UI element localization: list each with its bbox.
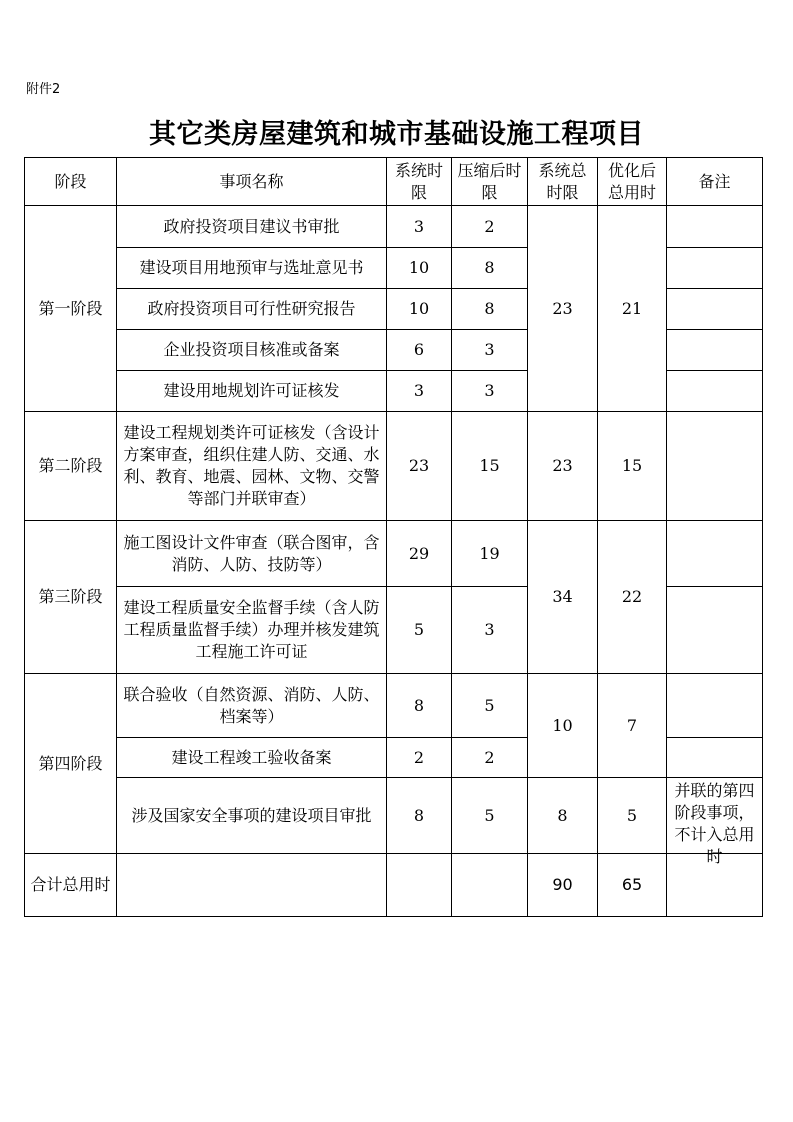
system-limit: 8 (387, 778, 452, 854)
system-limit: 5 (387, 587, 452, 674)
security-optimized-total: 5 (598, 778, 667, 854)
stage-4-optimized-total: 7 (598, 674, 667, 778)
attachment-label: 附件2 (26, 82, 61, 97)
table-row (25, 206, 763, 248)
compressed-limit: 8 (452, 248, 528, 289)
compressed-limit: 19 (452, 521, 528, 587)
stage-3-label: 第三阶段 (25, 521, 117, 674)
system-limit: 6 (387, 330, 452, 371)
item-name: 企业投资项目核准或备案 (117, 330, 387, 371)
table-row (25, 674, 763, 738)
system-limit: 3 (387, 206, 452, 248)
table-row (25, 412, 763, 521)
item-name: 联合验收（自然资源、消防、人防、档案等） (117, 674, 387, 738)
system-limit: 10 (387, 289, 452, 330)
stage-4-label: 第四阶段 (25, 674, 117, 854)
total-system-limit-cell (387, 854, 452, 917)
table-row (25, 778, 763, 854)
stage-4-system-total: 10 (528, 674, 598, 778)
system-limit: 29 (387, 521, 452, 587)
schedule-table (24, 157, 763, 917)
item-name: 建设项目用地预审与选址意见书 (117, 248, 387, 289)
system-limit: 2 (387, 738, 452, 778)
remark-cell (667, 330, 763, 371)
header-system-limit: 系统时限 (387, 158, 452, 206)
system-limit: 10 (387, 248, 452, 289)
grand-total-optimized: 65 (598, 854, 667, 917)
stage-3-system-total: 34 (528, 521, 598, 674)
compressed-limit: 3 (452, 330, 528, 371)
header-row (25, 158, 763, 206)
page-title: 其它类房屋建筑和城市基础设施工程项目 (149, 119, 644, 150)
total-item-cell (117, 854, 387, 917)
item-name: 施工图设计文件审查（联合图审，含消防、人防、技防等） (117, 521, 387, 587)
stage-2-label: 第二阶段 (25, 412, 117, 521)
header-optimized-total: 优化后总用时 (598, 158, 667, 206)
stage-1-label: 第一阶段 (25, 206, 117, 412)
grand-total-system: 90 (528, 854, 598, 917)
compressed-limit: 5 (452, 674, 528, 738)
stage-3-optimized-total: 22 (598, 521, 667, 674)
system-limit: 3 (387, 371, 452, 412)
header-compressed-limit: 压缩后时限 (452, 158, 528, 206)
item-name: 建设工程质量安全监督手续（含人防工程质量监督手续）办理并核发建筑工程施工许可证 (117, 587, 387, 674)
system-limit: 23 (387, 412, 452, 521)
header-system-total: 系统总时限 (528, 158, 598, 206)
compressed-limit: 3 (452, 371, 528, 412)
item-name: 建设用地规划许可证核发 (117, 371, 387, 412)
compressed-limit: 2 (452, 206, 528, 248)
total-row (25, 854, 763, 917)
remark-cell (667, 412, 763, 521)
stage-2-optimized-total: 15 (598, 412, 667, 521)
stage-1-optimized-total: 21 (598, 206, 667, 412)
item-name: 政府投资项目建议书审批 (117, 206, 387, 248)
compressed-limit: 2 (452, 738, 528, 778)
security-remark (667, 778, 763, 866)
remark-cell (667, 248, 763, 289)
stage-1-system-total: 23 (528, 206, 598, 412)
item-name: 建设工程规划类许可证核发（含设计方案审查，组织住建人防、交通、水利、教育、地震、园林、文物、交警等部门并联审查） (117, 412, 387, 521)
compressed-limit: 3 (452, 587, 528, 674)
security-remark-text: 并联的第四阶段事项，不计入总用时 (674, 781, 755, 866)
item-name: 建设工程竣工验收备案 (117, 738, 387, 778)
security-system-total: 8 (528, 778, 598, 854)
remark-cell (667, 289, 763, 330)
remark-cell (667, 521, 763, 587)
grand-total-label: 合计总用时 (25, 854, 117, 917)
item-name: 政府投资项目可行性研究报告 (117, 289, 387, 330)
compressed-limit: 15 (452, 412, 528, 521)
remark-cell (667, 587, 763, 674)
compressed-limit: 5 (452, 778, 528, 854)
item-name: 涉及国家安全事项的建设项目审批 (117, 778, 387, 854)
total-compressed-cell (452, 854, 528, 917)
remark-cell (667, 674, 763, 738)
system-limit: 8 (387, 674, 452, 738)
table-row (25, 521, 763, 587)
stage-2-system-total: 23 (528, 412, 598, 521)
compressed-limit: 8 (452, 289, 528, 330)
remark-cell (667, 371, 763, 412)
header-item: 事项名称 (117, 158, 387, 206)
header-stage: 阶段 (25, 158, 117, 206)
header-remarks: 备注 (667, 158, 763, 206)
remark-cell (667, 738, 763, 778)
remark-cell (667, 206, 763, 248)
